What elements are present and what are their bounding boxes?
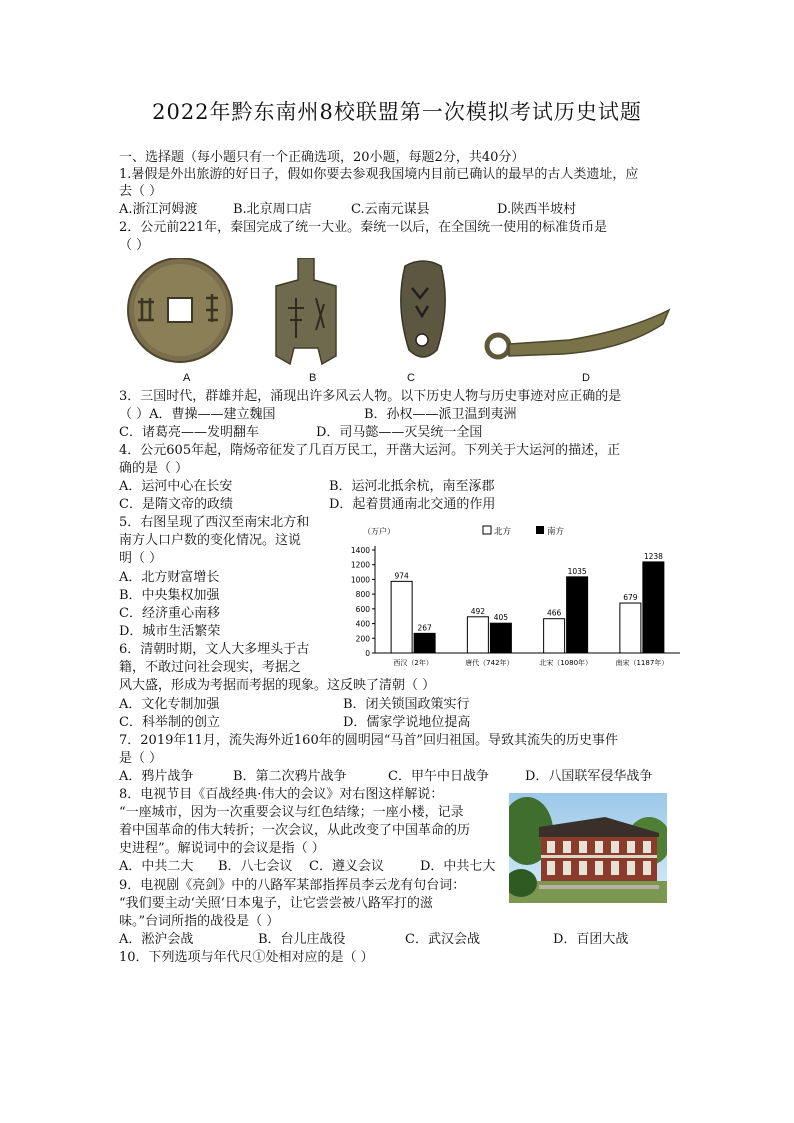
q9-stem: 9．电视剧《亮剑》中的八路军某部指挥员李云龙有句台词： [119, 878, 466, 893]
chart-y-tick-label: 800 [355, 590, 370, 600]
chart-category-label: 北宋（1080年） [539, 659, 593, 667]
chart-y-tick-label: 0 [365, 649, 370, 658]
q3-option-c: C．诸葛亮——发明翻车 [119, 425, 259, 440]
q3-option-b: B．孙权——派卫温到夷洲 [364, 407, 517, 422]
q4-option-c: C．是隋文帝的政绩 [119, 497, 233, 512]
q6-stem-cont: 籍，不敢过问社会现实，考据之 [119, 660, 302, 675]
q5-stem-cont: 南方人口户数的变化情况。这说 [119, 533, 302, 548]
q5-stem-cont2: 明（ ） [119, 551, 163, 566]
q7-stem: 7．2019年11月，流失海外近160年的圆明园“马首”回归祖国。导致其流失的历史事件 [119, 733, 619, 748]
chart-data-label: 974 [394, 571, 409, 581]
chart-bar-south [643, 562, 664, 653]
q1-option-a: A.浙江河姆渡 [119, 202, 198, 217]
q8-option-b: B．八七会议 [218, 859, 293, 874]
coin-label-d: D [582, 372, 590, 384]
q7-option-c: C．甲午中日战争 [388, 769, 489, 784]
q1-stem: 1.暑假是外出旅游的好日子，假如你要去参观我国境内目前已确认的最早的古人类遗址，应 [119, 167, 639, 182]
q4-option-d: D．起着贯通南北交通的作用 [329, 497, 496, 512]
q10-stem: 10．下列选项与年代尺①处相对应的是（ ） [119, 950, 374, 965]
q5-option-c: C．经济重心南移 [119, 606, 220, 621]
chart-data-label: 679 [623, 593, 638, 603]
q6-option-d: D．儒家学说地位提高 [343, 715, 471, 730]
coin-c-ant-nose-money-image [401, 261, 445, 357]
q6-stem-cont2: 风大盛，形成为考据而考据的现象。这反映了清朝（ ） [119, 678, 436, 693]
chart-bar-north [544, 619, 565, 653]
chart-category-label: 唐代（742年） [465, 659, 514, 667]
q1-option-b: B.北京周口店 [233, 202, 312, 217]
q9-option-d: D．百团大战 [553, 932, 629, 947]
q5-stem: 5．右图呈现了西汉至南宋北方和 [119, 515, 310, 530]
legend-label-south: 南方 [547, 527, 565, 537]
q8-stem-cont3: 史进程”。解说词中的会议是指（ ） [119, 841, 325, 856]
q1-option-c: C.云南元谋县 [351, 202, 430, 217]
chart-category-label: 南宋（1187年） [615, 659, 669, 667]
coin-label-b: B [309, 372, 317, 384]
q9-stem-cont: “我们要主动‘关照’日本鬼子，让它尝尝被八路军打的滋 [119, 896, 433, 911]
q6-option-a: A．文化专制加强 [119, 697, 220, 712]
q7-option-b: B．第二次鸦片战争 [233, 769, 347, 784]
q9-stem-cont2: 味。”台词所指的战役是（ ） [119, 914, 280, 929]
chart-data-label: 405 [493, 613, 509, 623]
chart-data-label: 267 [417, 623, 432, 633]
section-heading: 一、选择题（每小题只有一个正确选项，20小题，每题2分，共40分） [119, 150, 525, 165]
chart-bar-north [620, 603, 641, 653]
chart-bar-north [391, 581, 412, 653]
chart-bars [391, 552, 668, 667]
q3-option-a: （ ）A．曹操——建立魏国 [119, 407, 276, 422]
q7-option-a: A．鸦片战争 [119, 769, 194, 784]
coin-images [120, 258, 680, 373]
coin-label-a: A [183, 372, 191, 384]
q5-option-a: A．北方财富增长 [119, 570, 220, 585]
q5-option-d: D．城市生活繁荣 [119, 624, 221, 639]
q9-option-b: B．台儿庄战役 [258, 932, 346, 947]
chart-category-label: 西汉（2年） [393, 659, 433, 667]
chart-y-tick-label: 600 [355, 604, 370, 614]
q1-option-d: D.陕西半坡村 [497, 202, 577, 217]
q7-stem-cont: 是（ ） [119, 751, 163, 766]
chart-bar-south [567, 577, 588, 653]
coin-d-knife-money-image [487, 310, 669, 357]
q8-option-a: A．中共二大 [119, 859, 194, 874]
q4-option-b: B．运河北抵余杭，南至涿郡 [329, 479, 495, 494]
q2-stem: 2．公元前221年，秦国完成了统一大业。秦统一以后，在全国统一使用的标准货币是 [119, 220, 608, 235]
chart-data-label: 1035 [567, 566, 587, 576]
chart-y-tick-label: 1400 [350, 546, 370, 555]
q4-option-a: A．运河中心在长安 [119, 479, 233, 494]
population-bar-chart [335, 520, 685, 670]
coin-a-banliang-image [128, 258, 232, 362]
q6-option-c: C．科举制的创立 [119, 715, 220, 730]
chart-y-axis-label: （万户） [363, 527, 395, 536]
chart-y-tick-label: 1000 [350, 575, 370, 585]
q6-stem: 6．清朝时期，文人大多埋头于古 [119, 642, 310, 657]
chart-bar-north [467, 617, 488, 653]
coin-b-spade-money-image [276, 258, 336, 364]
coin-label-c: C [407, 372, 415, 384]
chart-data-label: 492 [470, 606, 486, 616]
q3-stem: 3．三国时代，群雄并起，涌现出许多风云人物。以下历史人物与历史事迹对应正确的是 [119, 389, 622, 404]
q9-option-a: A．淞沪会战 [119, 932, 194, 947]
q3-option-d: D．司马懿——灭吴统一全国 [316, 425, 483, 440]
legend-label-north: 北方 [494, 527, 512, 537]
q2-stem-cont: （ ） [119, 238, 150, 253]
q9-option-c: C．武汉会战 [405, 932, 480, 947]
q8-stem: 8．电视节目《百战经典·伟大的会议》对右图这样解说： [119, 787, 444, 802]
chart-data-label: 1238 [643, 551, 663, 561]
q8-stem-cont: “一座城市，因为一次重要会议与红色结缘；一座小楼，记录 [119, 805, 464, 820]
chart-y-tick-label: 400 [355, 619, 370, 629]
chart-bar-south [414, 633, 435, 653]
q4-stem-cont: 确的是（ ） [119, 461, 189, 476]
q8-option-c: C．遵义会议 [309, 859, 384, 874]
q1-stem-cont: 去（ ） [119, 184, 163, 199]
q8-stem-cont2: 着中国革命的伟大转折；一次会议，从此改变了中国革命的历 [119, 823, 471, 838]
q5-option-b: B．中央集权加强 [119, 588, 220, 603]
chart-legend [483, 526, 565, 537]
chart-bar-south [490, 623, 511, 653]
chart-y-tick-label: 1200 [350, 560, 370, 570]
chart-y-tick-label: 200 [355, 634, 370, 644]
q8-option-d: D．中共七大 [420, 859, 496, 874]
chart-data-label: 466 [546, 608, 562, 618]
zunyi-building-photo [509, 793, 667, 903]
page-title: 2022年黔东南州8校联盟第一次模拟考试历史试题 [152, 100, 642, 124]
q7-option-d: D．八国联军侵华战争 [525, 769, 653, 784]
q6-option-b: B．闭关锁国政策实行 [343, 697, 470, 712]
q4-stem: 4．公元605年起，隋炀帝征发了几百万民工，开凿大运河。下列关于大运河的描述，正 [119, 443, 621, 458]
legend-swatch-south [536, 526, 544, 534]
legend-swatch-north [483, 526, 491, 534]
